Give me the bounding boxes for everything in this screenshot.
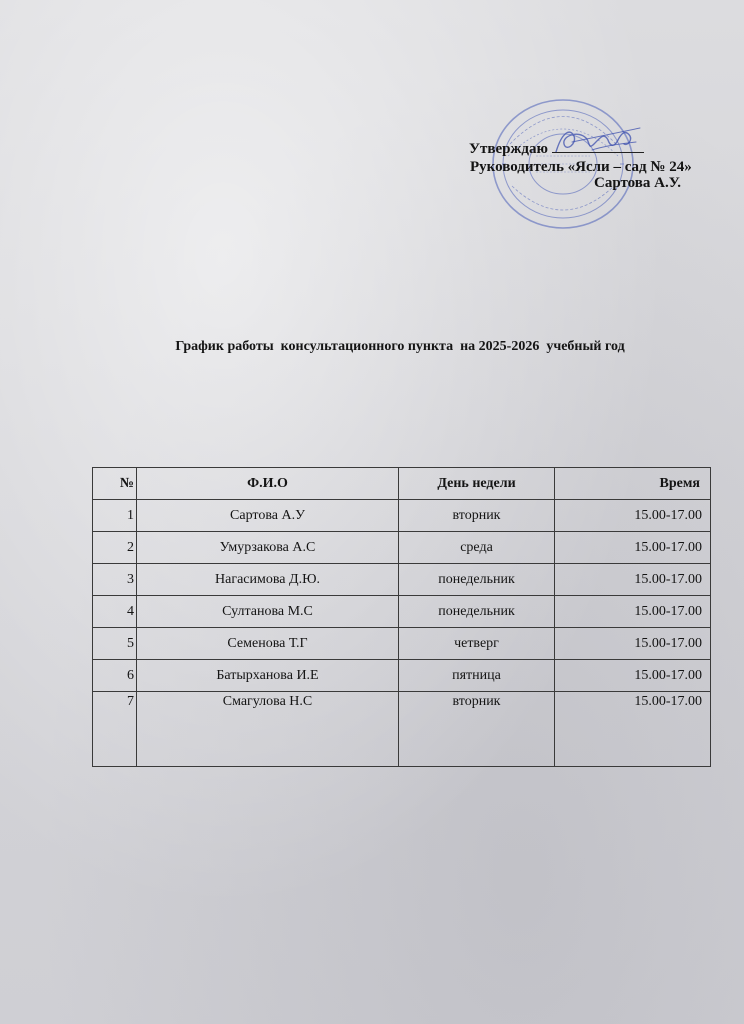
approval-line	[469, 140, 644, 158]
header-fio: Ф.И.О	[137, 468, 399, 500]
cell-day: четверг	[399, 628, 555, 660]
schedule-table	[92, 467, 711, 767]
cell-day: среда	[399, 532, 555, 564]
header-day: День недели	[399, 468, 555, 500]
cell-num: 2	[93, 532, 137, 564]
header-num: №	[93, 468, 137, 500]
cell-num: 7	[93, 692, 137, 767]
cell-fio: Батырханова И.Е	[137, 660, 399, 692]
cell-time: 15.00-17.00	[555, 500, 711, 532]
cell-fio: Султанова М.С	[137, 596, 399, 628]
cell-fio: Нагасимова Д.Ю.	[137, 564, 399, 596]
table-row	[93, 500, 711, 532]
table-row	[93, 596, 711, 628]
cell-num: 5	[93, 628, 137, 660]
cell-day: вторник	[399, 692, 555, 767]
table-row	[93, 628, 711, 660]
table-header-row	[93, 468, 711, 500]
document-title: График работы консультационного пункта на 2025-2026 учебный год	[175, 339, 625, 354]
table-row	[93, 532, 711, 564]
cell-time: 15.00-17.00	[555, 660, 711, 692]
cell-num: 1	[93, 500, 137, 532]
approver-name: Сартова А.У.	[594, 175, 682, 191]
cell-time: 15.00-17.00	[555, 692, 711, 767]
cell-fio: Сартова А.У	[137, 500, 399, 532]
table-row	[93, 660, 711, 692]
approver-position: Руководитель «Ясли – сад № 24»	[470, 159, 692, 175]
approve-label: Утверждаю	[469, 141, 548, 157]
cell-fio: Семенова Т.Г	[137, 628, 399, 660]
table-row	[93, 692, 711, 767]
cell-time: 15.00-17.00	[555, 628, 711, 660]
cell-day: понедельник	[399, 564, 555, 596]
cell-num: 6	[93, 660, 137, 692]
cell-time: 15.00-17.00	[555, 564, 711, 596]
cell-time: 15.00-17.00	[555, 596, 711, 628]
cell-day: вторник	[399, 500, 555, 532]
cell-num: 4	[93, 596, 137, 628]
header-time: Время	[555, 468, 711, 500]
cell-num: 3	[93, 564, 137, 596]
table-row	[93, 564, 711, 596]
approval-block	[440, 140, 730, 200]
cell-time: 15.00-17.00	[555, 532, 711, 564]
cell-fio: Умурзакова А.С	[137, 532, 399, 564]
signature-line	[552, 152, 644, 153]
cell-day: понедельник	[399, 596, 555, 628]
cell-fio: Смагулова Н.С	[137, 692, 399, 767]
cell-day: пятница	[399, 660, 555, 692]
